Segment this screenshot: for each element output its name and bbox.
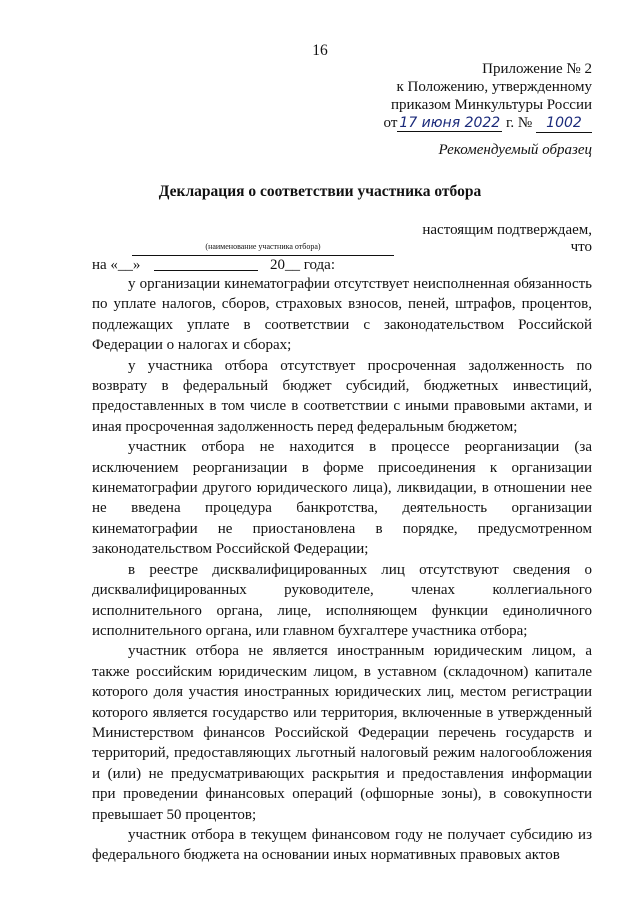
appendix-date-line <box>384 114 592 133</box>
date-day-label: на «__» <box>92 257 141 273</box>
recommended-sample-label: Рекомендуемый образец <box>438 142 592 158</box>
appendix-title: Приложение № 2 <box>482 61 592 77</box>
date-month-blank[interactable] <box>154 256 258 271</box>
handwritten-order-number: 1002 <box>536 114 592 133</box>
document-title: Декларация о соответствии участника отбора <box>158 183 482 200</box>
page-number: 16 <box>312 42 328 59</box>
paragraph-debt: у участника отбора отсутствует просроченная задолженность по возврату в федеральный бюджет субсидий, бюджетных инвестиций, предоставленных в том числе в соответствии с иными правовыми актами, и иная просроченная задолженность перед федеральным бюджетом; <box>92 357 592 435</box>
date-row <box>92 256 592 274</box>
paragraph-disqualified: в реестре дисквалифицированных лиц отсутствуют сведения о дисквалифицированных руководителе, членах коллегиального исполнительного органа, лице, исполняющем функции единоличного исполнительного органа, или главном бухгалтере участника отбора; <box>92 561 592 639</box>
appendix-block <box>384 60 592 133</box>
appendix-regulation: к Положению, утвержденному <box>396 79 592 95</box>
appendix-order: приказом Минкультуры России <box>390 97 592 113</box>
date-suffix: г. № <box>505 115 533 131</box>
declaration-body <box>92 274 592 866</box>
paragraph-reorganization: участник отбора не находится в процессе реорганизации (за исключением реорганизации в форме присоединения к организации кинематографии другого юридического лица), ликвидации, в отношении нее не введена процедура банкротства, деятельность организации кинематографии не приостановлена в порядке, предусмотренном законодательством Российской Федерации; <box>92 439 592 558</box>
participant-row-suffix: настоящим подтверждаем, что <box>422 222 592 255</box>
paragraph-foreign: участник отбора не является иностранным юридическим лицом, а также российским юридическим лицом, в уставном (складочном) капитале которого доля участия иностранных юридических лиц, местом регистрации которого является государство или территория, включенные в утвержденный Министерством финансов Российской Федерации перечень государств и территорий, предоставляющих льготный налоговый режим налогообложения и (или) не предусматривающих раскрытия и предоставления информации при проведении финансовых операций (офшорные зоны), в совокупности превышает 50 процентов; <box>92 643 592 823</box>
date-year-label: 20__ года: <box>269 257 335 273</box>
paragraph-subsidy: участник отбора в текущем финансовом году не получает субсидию из федерального бюджета на основании иных нормативных правовых актов <box>92 826 592 864</box>
date-prefix: от <box>383 115 398 131</box>
handwritten-date: 17 июня 2022 <box>399 115 501 131</box>
participant-caption: (наименование участника отбора) <box>205 242 321 251</box>
paragraph-taxes: у организации кинематографии отсутствует неисполненная обязанность по уплате налогов, сборов, страховых взносов, пеней, штрафов, процентов, подлежащих уплате в соответствии с законодательством Российской Федерации о налогах и сборах; <box>92 276 592 354</box>
